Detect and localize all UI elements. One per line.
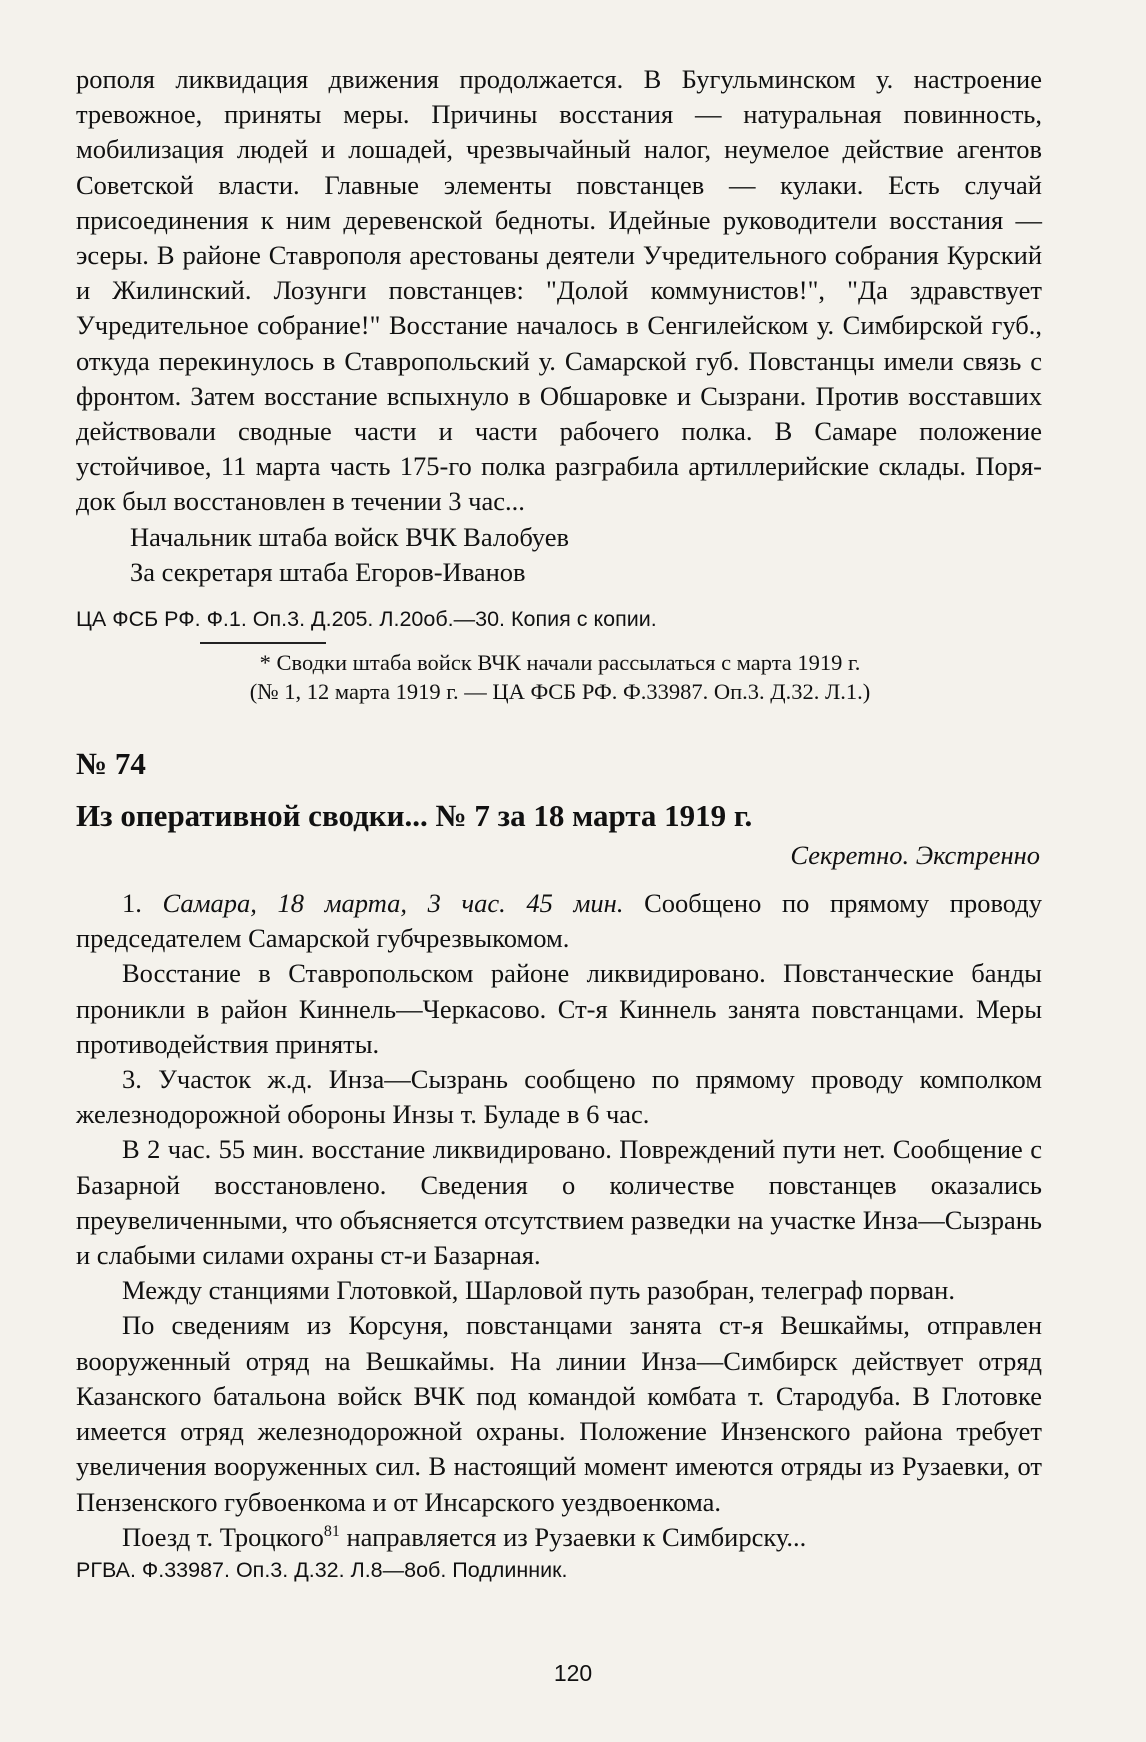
paragraph-4: В 2 час. 55 мин. восстание ликвидировано. Повреждений пути нет. Сообщение с Базарной восстановлено. Сведения о количестве повстанцев оказались преувеличенными, что объясняется отсутствием разведки на участке Инза—Сызрань и слабыми силами охраны ст-и Базарная.	[76, 1134, 1042, 1271]
paragraph-6: По сведениям из Корсуня, повстанцами занята ст-я Вешкаймы, отправлен вооруженный отряд на Вешкаймы. На линии Инза—Симбирск действует отряд Казанского батальона войск ВЧК под командой комбата т. Стародуба. В Глотовке имеется отряд железнодорожной охраны. Положение Инзенского района требует увеличения вооруженных сил. В настоящий момент имеются отряды из Рузаевки, от Пензенского губвоенкома и от Инсарского уездвоенкома.	[76, 1310, 1042, 1517]
report-place-time: Самара, 18 марта, 3 час. 45 мин.	[162, 888, 624, 919]
footnote-divider	[200, 642, 326, 644]
classification-label: Секретно. Экстренно	[790, 840, 1040, 871]
paragraph-7: Поезд т. Троцкого$^{81}$ направляется из Рузаевки к Симбирску...	[122, 1521, 807, 1552]
continuation-paragraph: рополя ликвидация движения продолжается. В Бугульминском у. настроение тревожное, приняты меры. Причины восстания — натуральная повинность, мобилизация людей и лошадей, чрезвычайный налог, неумелое действие агентов Советской власти. Главные элементы повстанцев — кулаки. Есть случай присоединения к ним деревенской бедноты. Идейные руководители восстания — эсеры. В районе Ставрополя арестованы деятели Учредительного собрания Курский и Жилинский. Лозунги повстанцев: "Долой коммунистов!", "Да здравствует Учредительное собрание!" Восстание началось в Сенгилейском у. Симбирской губ., откуда перекинулось в Ставропольский у. Самарской губ. Повстанцы имели связь с фронтом. Затем восстание вспыхнуло в Обшаровке и Сызрани. Против восставших действовали сводные части и части рабочего полка. В Самаре положение устойчивое, 11 марта часть 175-го полка разграбила артиллерийские склады. Порядок был восстановлен в течении 3 час...	[76, 64, 1042, 517]
footnote-line-1: * Сводки штаба войск ВЧК начали рассылаться с марта 1919 г.	[259, 650, 861, 676]
archive-source-1: ЦА ФСБ РФ. Ф.1. Оп.3. Д.205. Л.20об.—30. Копия с копии.	[76, 607, 657, 632]
footnote-reference: 81	[323, 1522, 340, 1540]
page-number: 120	[553, 1660, 593, 1686]
signature-secretary: За секретаря штаба Егоров-Иванов	[130, 556, 526, 587]
paragraph-1: 1. Самара, 18 марта, 3 час. 45 мин. Сообщено по прямому проводу председателем Самарской губчрезвыкомом.	[76, 888, 1042, 954]
document-title: Из оперативной сводки... № 7 за 18 марта 1919 г.	[76, 798, 753, 834]
signature-chief-of-staff: Начальник штаба войск ВЧК Валобуев	[130, 521, 569, 552]
paragraph-2: Восстание в Ставропольском районе ликвидировано. Повстанческие банды проникли в район Киннель—Черкасово. Ст-я Киннель занята повстанцами. Меры противодействия приняты.	[76, 958, 1042, 1059]
document-number: № 74	[76, 746, 146, 782]
paragraph-5: Между станциями Глотовкой, Шарловой путь разобран, телеграф порван.	[122, 1275, 955, 1306]
paragraph-3: 3. Участок ж.д. Инза—Сызрань сообщено по прямому проводу комполком железнодорожной обороны Инзы т. Буладе в 6 час.	[76, 1064, 1042, 1130]
footnote-line-2: (№ 1, 12 марта 1919 г. — ЦА ФСБ РФ. Ф.33987. Оп.3. Д.32. Л.1.)	[249, 679, 871, 705]
archive-source-2: РГВА. Ф.33987. Оп.3. Д.32. Л.8—8об. Подлинник.	[76, 1557, 568, 1582]
page-content	[76, 62, 1042, 1585]
